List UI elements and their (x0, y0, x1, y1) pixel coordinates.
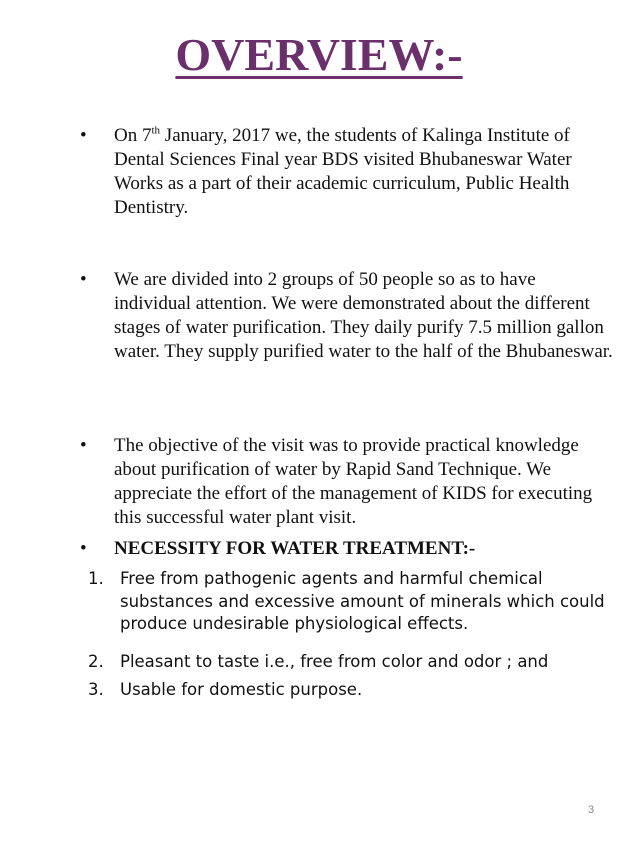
bullet-marker: • (80, 125, 87, 146)
bullet-text (114, 124, 614, 220)
list-number: 1. (88, 569, 104, 588)
superscript: th (151, 124, 161, 137)
bullet-text: The objective of the visit was to provide practical knowledge about purification of water by Rapid Sand Technique. We appreciate the effort of the management of KIDS for executing this successful water plant visit. (114, 435, 593, 528)
bullet-marker: • (80, 269, 87, 290)
bullet-text-part: On 7 (114, 125, 152, 146)
list-number: 3. (88, 680, 104, 699)
list-item-text: Pleasant to taste i.e., free from color and odor ; and (120, 652, 549, 671)
list-item-text: Usable for domestic purpose. (120, 680, 363, 699)
bullet-text: We are divided into 2 groups of 50 people so as to have individual attention. We were demonstrated about the different stages of water purification. They daily purify 7.5 million gallon water. They supply purified water to the half of the Bhubaneswar. (114, 269, 613, 362)
list-number: 2. (88, 652, 104, 671)
section-heading: NECESSITY FOR WATER TREATMENT:- (114, 538, 476, 559)
list-item-text: Free from pathogenic agents and harmful chemical substances and excessive amount of minerals which could produce undesirable physiological effects. (120, 569, 605, 633)
page-title: OVERVIEW:- (175, 29, 463, 80)
bullet-marker: • (80, 435, 87, 456)
bullet-marker: • (80, 538, 87, 559)
page-number: 3 (588, 804, 595, 816)
bullet-text-part: January, 2017 we, the students of Kalinga Institute of Dental Sciences Final year BDS visited Bhubaneswar Water Works as a part of their academic curriculum, Public Health Dentistry. (114, 125, 572, 218)
